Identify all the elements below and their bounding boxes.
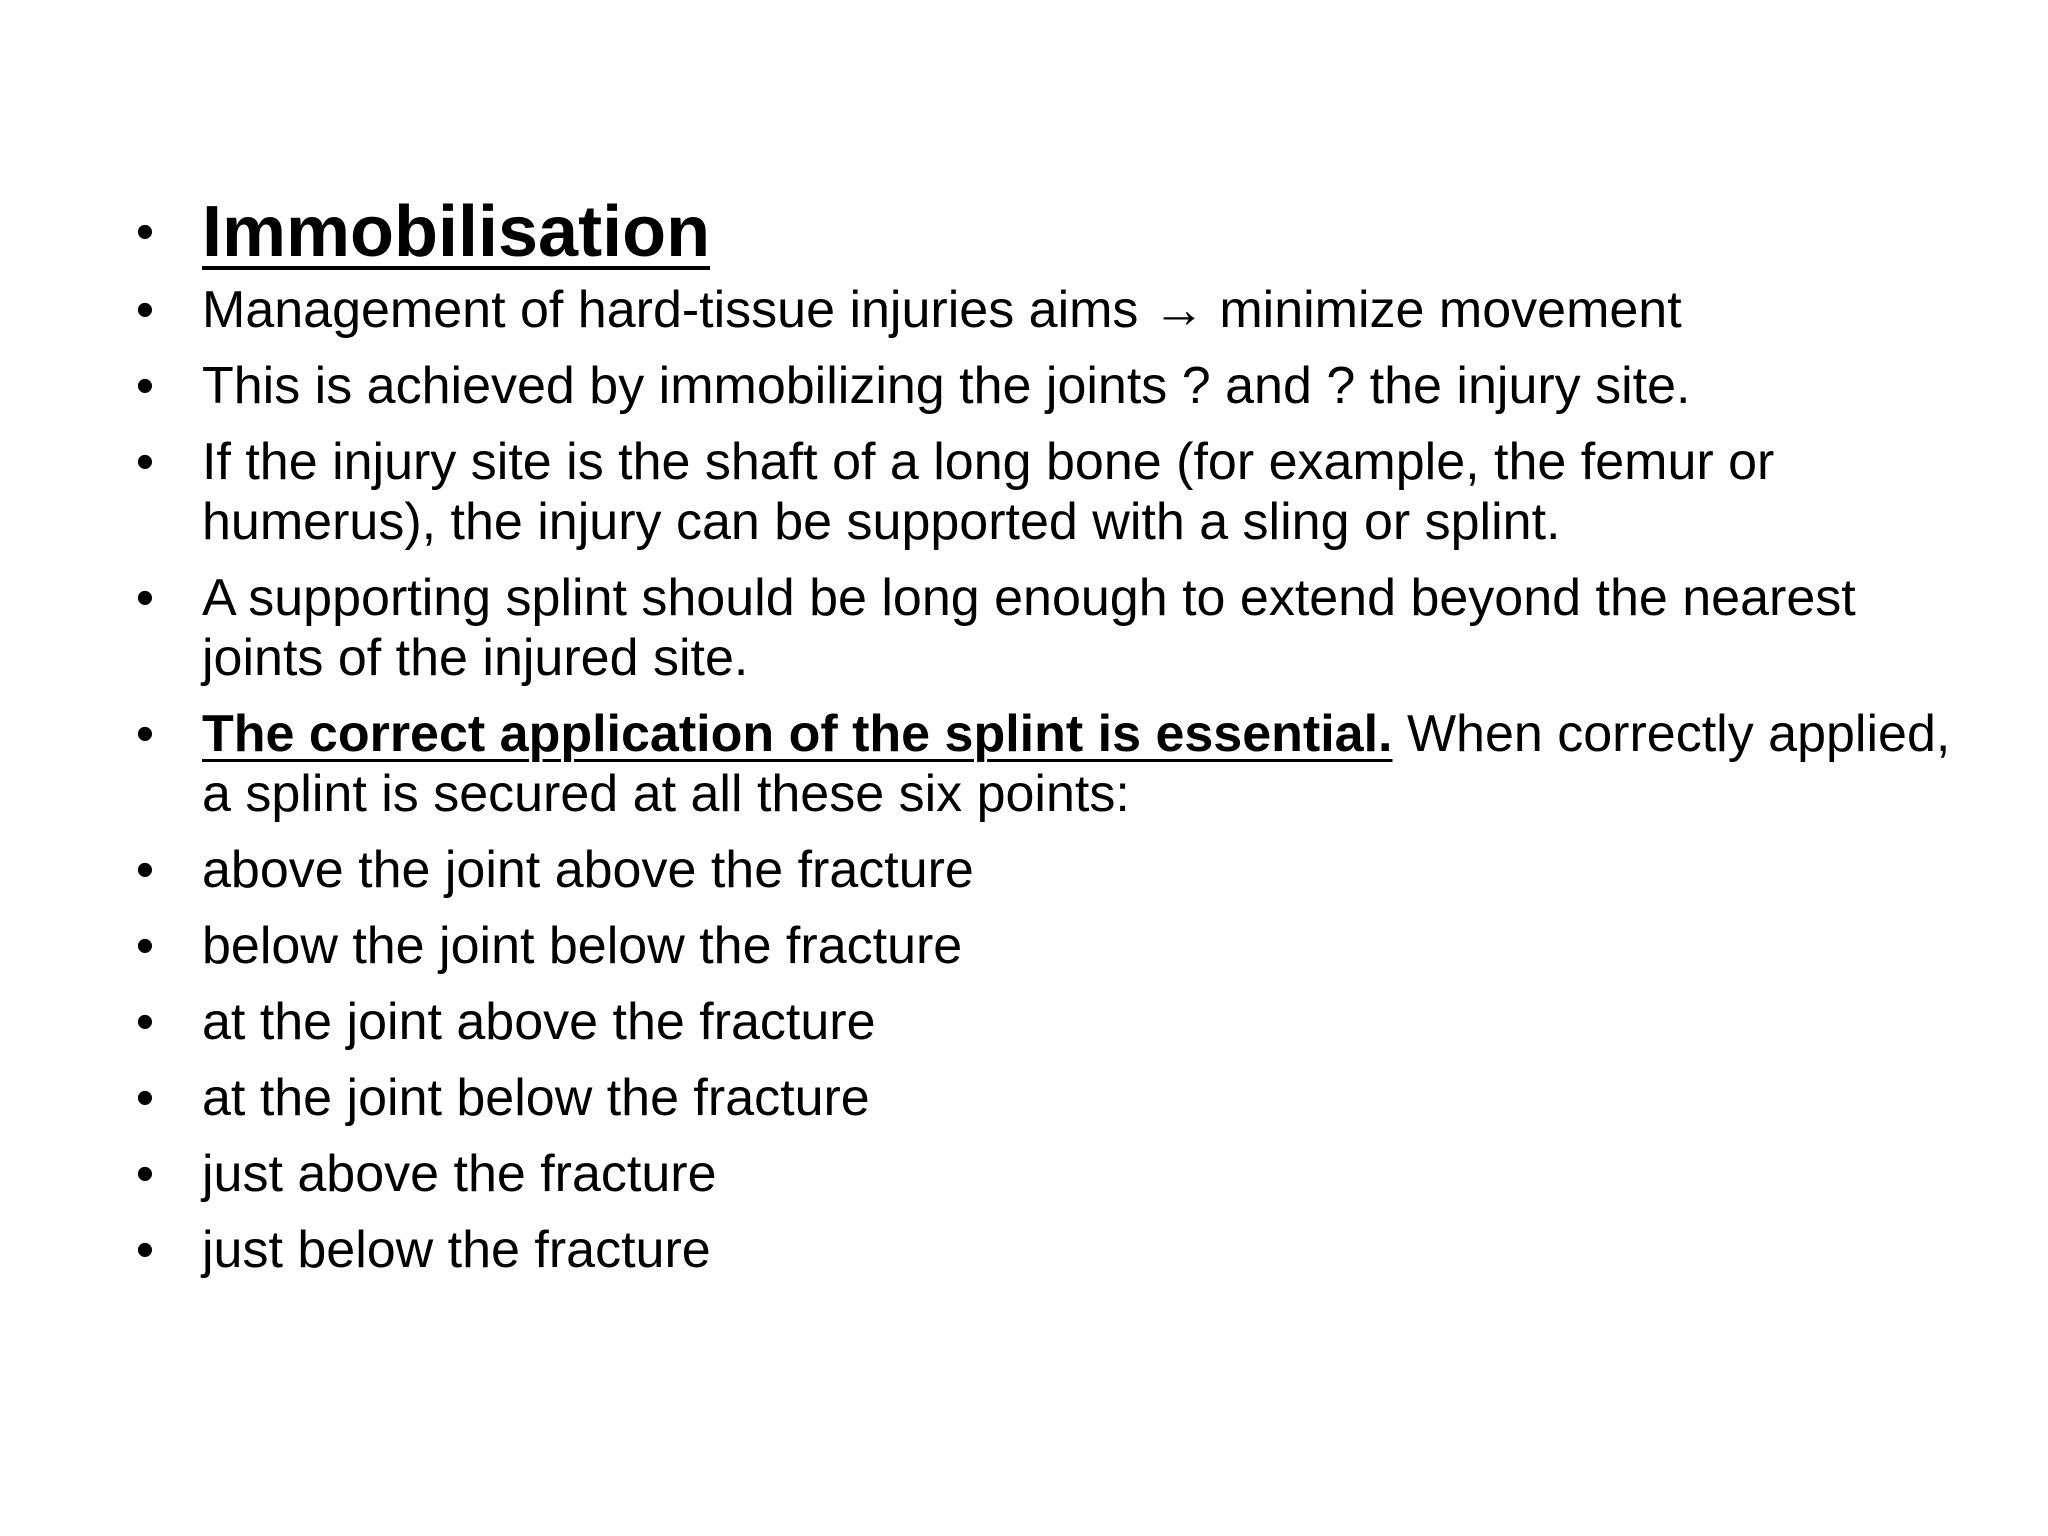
list-item xyxy=(118,1144,1958,1204)
bullet-icon: • xyxy=(135,993,155,1051)
arrow-right-icon: → xyxy=(1152,281,1205,339)
list-item xyxy=(118,992,1958,1052)
list-item xyxy=(118,1220,1958,1280)
bullet-icon: • xyxy=(135,917,155,975)
list-item xyxy=(118,432,1958,552)
item-text: just below the fracture xyxy=(202,1221,711,1279)
item-text: A supporting splint should be long enough to extend beyond the nearest joints of the injured site. xyxy=(202,569,1856,687)
item-text: When correctly applied, a splint is secured at all these six points: xyxy=(202,705,1951,823)
list-item xyxy=(118,1068,1958,1128)
bullet-icon: • xyxy=(135,1145,155,1203)
list-item xyxy=(118,840,1958,900)
list-item xyxy=(118,280,1958,340)
bullet-list xyxy=(118,188,1958,1296)
item-text: at the joint below the fracture xyxy=(202,1069,870,1127)
bullet-icon: • xyxy=(135,705,155,763)
list-item xyxy=(118,356,1958,416)
bullet-icon: • xyxy=(135,433,155,491)
list-item xyxy=(118,704,1958,824)
slide-heading: Immobilisation xyxy=(202,192,711,272)
item-text: above the joint above the fracture xyxy=(202,841,974,899)
bullet-icon: • xyxy=(135,841,155,899)
bullet-icon: • xyxy=(135,203,155,261)
bullet-icon: • xyxy=(135,357,155,415)
item-text: This is achieved by immobilizing the joints ? and ? the injury site. xyxy=(202,357,1691,415)
list-item xyxy=(118,568,1958,688)
item-text: just above the fracture xyxy=(202,1145,717,1203)
bullet-icon: • xyxy=(135,569,155,627)
item-text: below the joint below the fracture xyxy=(202,917,963,975)
item-text: Management of hard-tissue injuries aims xyxy=(202,281,1153,339)
list-item xyxy=(118,916,1958,976)
bullet-icon: • xyxy=(135,281,155,339)
heading-item xyxy=(118,188,1958,276)
bullet-icon: • xyxy=(135,1069,155,1127)
item-text: If the injury site is the shaft of a long bone (for example, the femur or humerus), the injury can be supported with a sling or splint. xyxy=(202,433,1775,551)
emphasis-text: The correct application of the splint is essential. xyxy=(202,705,1393,763)
item-text: minimize movement xyxy=(1204,281,1682,339)
item-text: at the joint above the fracture xyxy=(202,993,876,1051)
bullet-icon: • xyxy=(135,1221,155,1279)
